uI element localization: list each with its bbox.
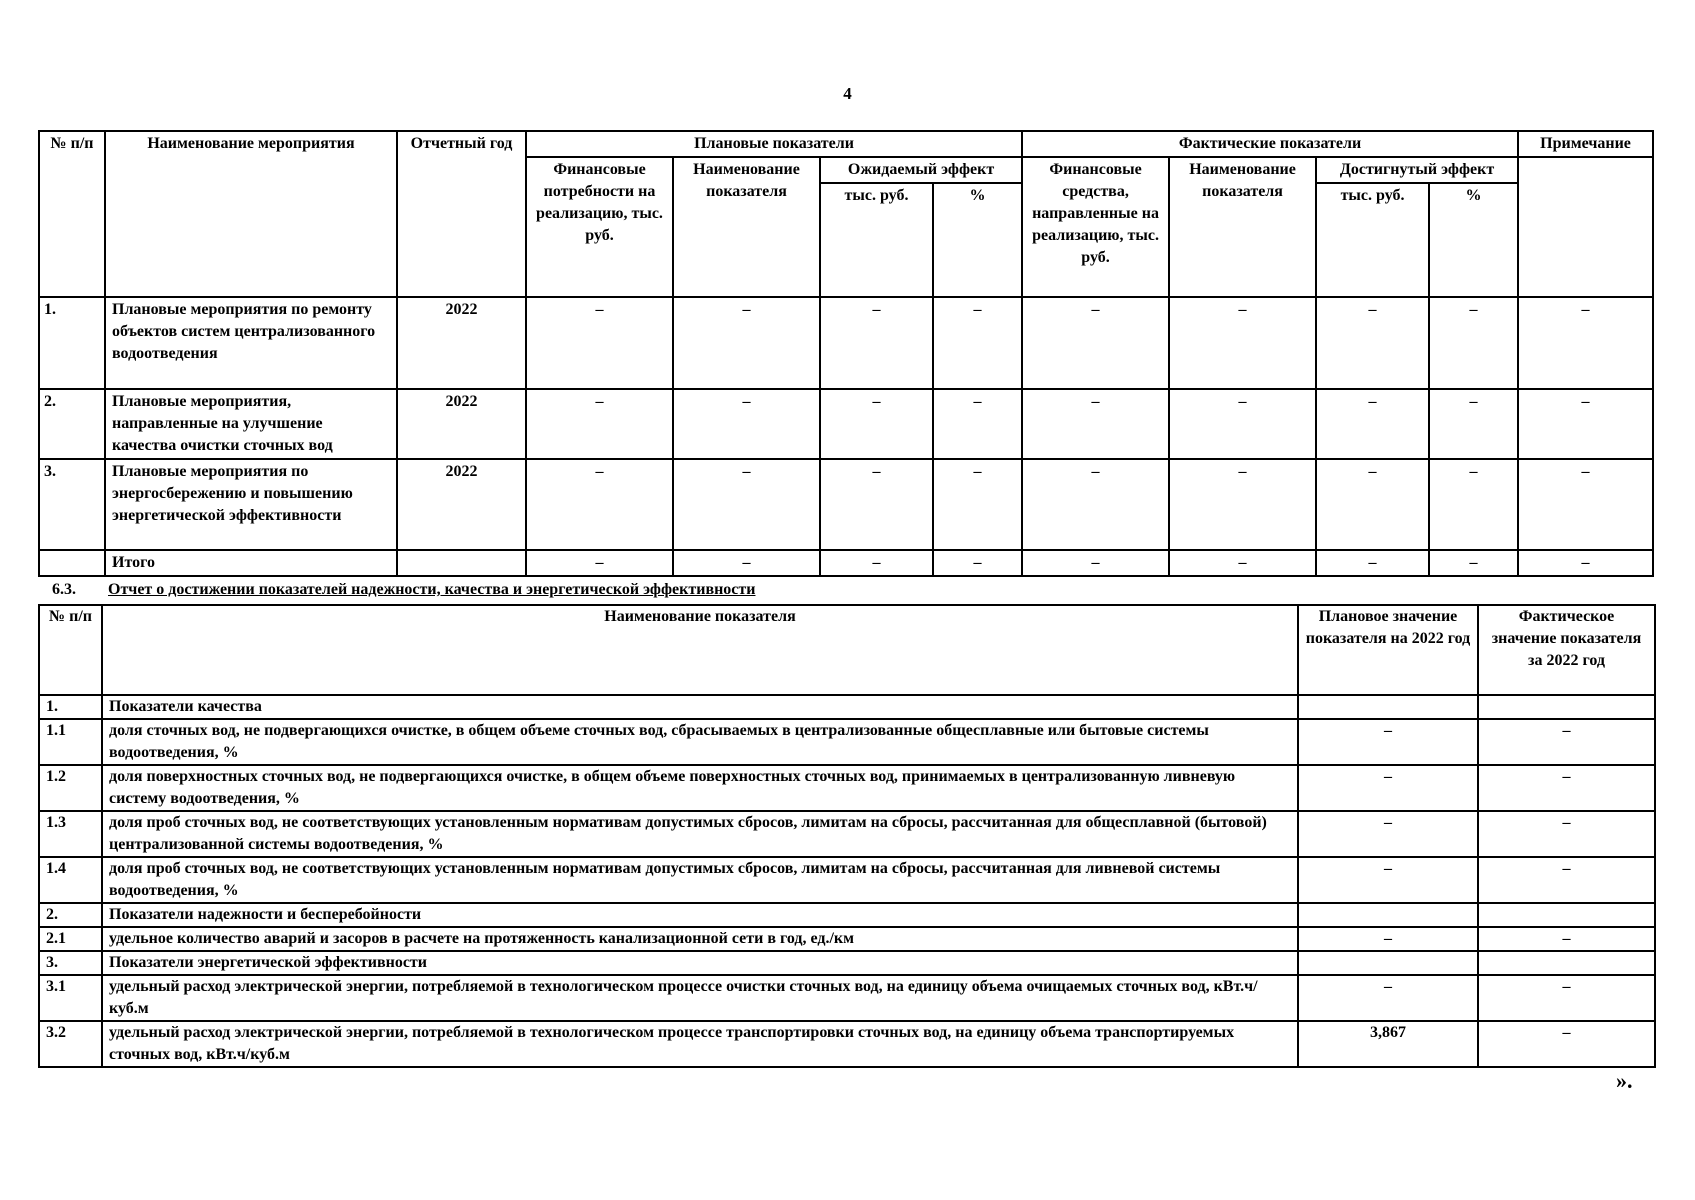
row-indicator-name: удельный расход электрической энергии, потребляемой в технологическом процессе транспортировки сточных вод, на единицу объема транспортируемых сточных вод, кВт.ч/куб.м	[102, 1021, 1298, 1067]
row-cell: –	[1518, 550, 1653, 576]
row-measure-name: Итого	[105, 550, 397, 576]
table-row	[39, 1021, 1655, 1067]
row-actual: –	[1478, 811, 1655, 857]
row-cell: –	[1518, 459, 1653, 550]
row-cell: –	[1316, 389, 1429, 459]
row-cell: –	[526, 550, 673, 576]
row-indicator-name: Показатели энергетической эффективности	[102, 951, 1298, 975]
header-num: № п/п	[39, 131, 105, 297]
header-note-empty	[1518, 157, 1653, 297]
row-cell: –	[820, 550, 933, 576]
table-row-total	[39, 550, 1653, 576]
row-cell: –	[1316, 459, 1429, 550]
measures-table	[38, 130, 1654, 577]
row-indicator-name: Показатели надежности и бесперебойности	[102, 903, 1298, 927]
header-act-percent: %	[1429, 183, 1518, 297]
row-planned	[1298, 903, 1478, 927]
row-planned: –	[1298, 765, 1478, 811]
row-indicator-name: доля поверхностных сточных вод, не подвергающихся очистке, в общем объеме поверхностных сточных вод, принимаемых в централизованную ливневую систему водоотведения, %	[102, 765, 1298, 811]
row-actual: –	[1478, 719, 1655, 765]
indicators-table	[38, 604, 1656, 1068]
row-cell: –	[1022, 389, 1169, 459]
row-actual: –	[1478, 857, 1655, 903]
row-cell: –	[933, 459, 1022, 550]
row-cell: –	[673, 459, 820, 550]
row-cell: –	[1022, 297, 1169, 389]
table-row	[39, 765, 1655, 811]
row-year	[397, 550, 526, 576]
row-num: 3.	[39, 951, 102, 975]
row-year: 2022	[397, 459, 526, 550]
header-act-fin: Финансовые средства, направленные на реализацию, тыс. руб.	[1022, 157, 1169, 297]
row-indicator-name: доля сточных вод, не подвергающихся очистке, в общем объеме сточных вод, сбрасываемых в централизованные общесплавные или бытовые системы водоотведения, %	[102, 719, 1298, 765]
row-cell: –	[1169, 550, 1316, 576]
row-actual	[1478, 903, 1655, 927]
header-measure-name: Наименование мероприятия	[105, 131, 397, 297]
header-actual: Фактические показатели	[1022, 131, 1518, 157]
row-measure-name: Плановые мероприятия по энергосбережению и повышению энергетической эффективности	[105, 459, 397, 550]
row-planned: –	[1298, 927, 1478, 951]
row-num: 1.	[39, 695, 102, 719]
row-num: 1.4	[39, 857, 102, 903]
page-number: 4	[843, 84, 852, 103]
table-row	[39, 857, 1655, 903]
header-indicator-name: Наименование показателя	[102, 605, 1298, 695]
table-row	[39, 975, 1655, 1021]
header-note: Примечание	[1518, 131, 1653, 157]
row-cell: –	[1169, 297, 1316, 389]
row-indicator-name: удельное количество аварий и засоров в расчете на протяженность канализационной сети в год, ед./км	[102, 927, 1298, 951]
row-cell: –	[1429, 459, 1518, 550]
row-indicator-name: доля проб сточных вод, не соответствующих установленным нормативам допустимых сбросов, лимитам на сбросы, рассчитанная для общесплавной (бытовой) централизованной системы водоотведения, %	[102, 811, 1298, 857]
row-num: 1.	[39, 297, 105, 389]
row-num: 3.	[39, 459, 105, 550]
row-cell: –	[673, 550, 820, 576]
row-cell: –	[526, 459, 673, 550]
row-actual: –	[1478, 927, 1655, 951]
row-cell: –	[1169, 459, 1316, 550]
row-num: 1.3	[39, 811, 102, 857]
table-row	[39, 927, 1655, 951]
table-row	[39, 811, 1655, 857]
row-cell: –	[1429, 550, 1518, 576]
header-year: Отчетный год	[397, 131, 526, 297]
row-planned: –	[1298, 857, 1478, 903]
row-cell: –	[673, 389, 820, 459]
row-cell: –	[1022, 459, 1169, 550]
row-indicator-name: доля проб сточных вод, не соответствующих установленным нормативам допустимых сбросов, лимитам на сбросы, рассчитанная для ливневой системы водоотведения, %	[102, 857, 1298, 903]
row-cell: –	[1518, 297, 1653, 389]
row-num: 2.	[39, 903, 102, 927]
row-indicator-name: Показатели качества	[102, 695, 1298, 719]
header-planned: Плановые показатели	[526, 131, 1022, 157]
header-actual-value: Фактическое значение показателя за 2022 год	[1478, 605, 1655, 695]
header-plan-percent: %	[933, 183, 1022, 297]
row-measure-name: Плановые мероприятия, направленные на улучшение качества очистки сточных вод	[105, 389, 397, 459]
row-planned: –	[1298, 811, 1478, 857]
row-cell: –	[1429, 389, 1518, 459]
row-planned	[1298, 695, 1478, 719]
table-row-group	[39, 903, 1655, 927]
row-planned	[1298, 951, 1478, 975]
header-plan-indicator: Наименование показателя	[673, 157, 820, 297]
row-planned: –	[1298, 975, 1478, 1021]
row-cell: –	[1022, 550, 1169, 576]
row-planned: –	[1298, 719, 1478, 765]
row-indicator-name: удельный расход электрической энергии, потребляемой в технологическом процессе очистки сточных вод, на единицу объема очищаемых сточных вод, кВт.ч/куб.м	[102, 975, 1298, 1021]
row-actual	[1478, 695, 1655, 719]
row-cell: –	[526, 297, 673, 389]
row-num: 3.1	[39, 975, 102, 1021]
table-row	[39, 389, 1653, 459]
row-actual	[1478, 951, 1655, 975]
row-actual: –	[1478, 975, 1655, 1021]
header-act-indicator: Наименование показателя	[1169, 157, 1316, 297]
section-title	[52, 581, 755, 599]
row-num: 1.1	[39, 719, 102, 765]
row-measure-name: Плановые мероприятия по ремонту объектов систем централизованного водоотведения	[105, 297, 397, 389]
table-row	[39, 297, 1653, 389]
row-cell: –	[820, 459, 933, 550]
row-num	[39, 550, 105, 576]
row-cell: –	[933, 297, 1022, 389]
row-num: 3.2	[39, 1021, 102, 1067]
header-plan-effect: Ожидаемый эффект	[820, 157, 1022, 183]
row-cell: –	[673, 297, 820, 389]
table-row-group	[39, 951, 1655, 975]
header-planned-value: Плановое значение показателя на 2022 год	[1298, 605, 1478, 695]
header-act-rub: тыс. руб.	[1316, 183, 1429, 297]
row-cell: –	[933, 550, 1022, 576]
row-year: 2022	[397, 297, 526, 389]
row-cell: –	[1316, 550, 1429, 576]
section-title-text: Отчет о достижении показателей надежности, качества и энергетической эффективности	[108, 581, 756, 598]
header-plan-fin: Финансовые потребности на реализацию, тыс. руб.	[526, 157, 673, 297]
row-num: 2.1	[39, 927, 102, 951]
closing-quote-mark: ».	[1616, 1068, 1633, 1093]
header-act-effect: Достигнутый эффект	[1316, 157, 1518, 183]
row-planned: 3,867	[1298, 1021, 1478, 1067]
row-cell: –	[1316, 297, 1429, 389]
header-plan-rub: тыс. руб.	[820, 183, 933, 297]
row-num: 2.	[39, 389, 105, 459]
row-cell: –	[1429, 297, 1518, 389]
table-row	[39, 459, 1653, 550]
row-actual: –	[1478, 765, 1655, 811]
row-cell: –	[1518, 389, 1653, 459]
table-row-group	[39, 695, 1655, 719]
row-year: 2022	[397, 389, 526, 459]
row-cell: –	[1169, 389, 1316, 459]
row-cell: –	[820, 389, 933, 459]
row-num: 1.2	[39, 765, 102, 811]
section-number: 6.3.	[52, 581, 76, 598]
header-num: № п/п	[39, 605, 102, 695]
row-cell: –	[526, 389, 673, 459]
row-cell: –	[820, 297, 933, 389]
row-actual: –	[1478, 1021, 1655, 1067]
table-row	[39, 719, 1655, 765]
row-cell: –	[933, 389, 1022, 459]
